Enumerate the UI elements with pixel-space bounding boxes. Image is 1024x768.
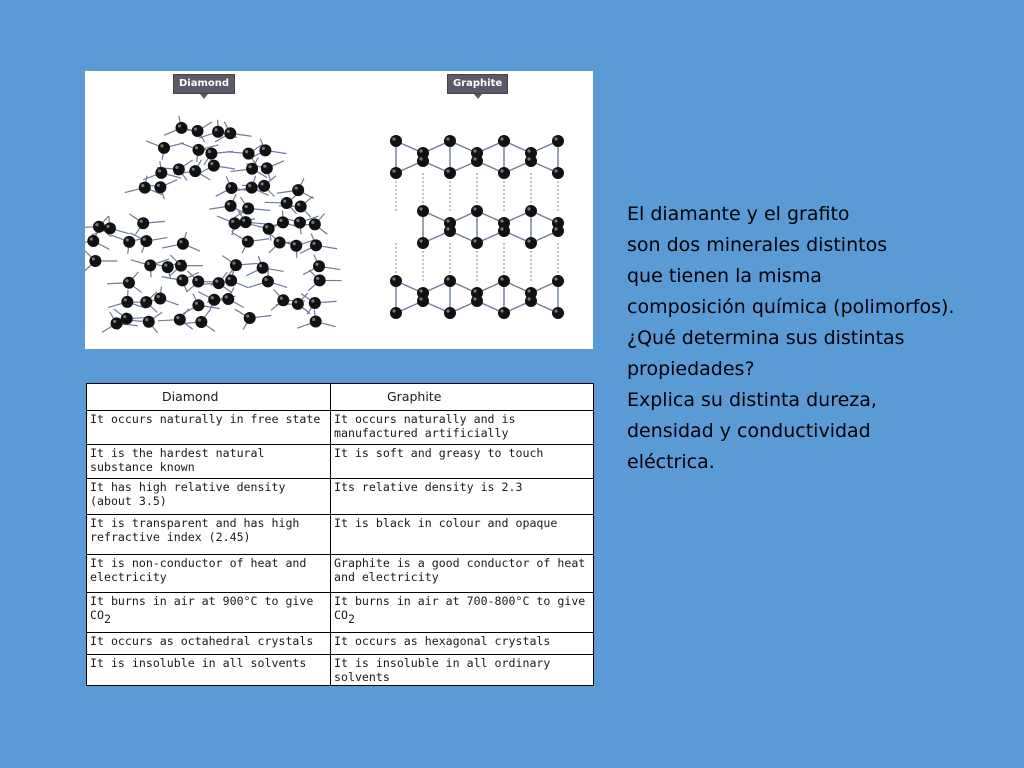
atom-highlight — [312, 242, 315, 245]
atom-highlight — [283, 199, 286, 202]
atom-highlight — [446, 137, 449, 140]
atom-highlight — [261, 182, 264, 185]
atom-highlight — [248, 165, 251, 168]
atom — [208, 294, 220, 306]
atom — [261, 162, 273, 174]
atom-highlight — [92, 257, 95, 260]
atom — [195, 316, 207, 328]
atom — [294, 217, 306, 229]
atom — [314, 274, 326, 286]
cell-diamond: It is insoluble in all solvents — [87, 655, 331, 686]
atom — [121, 296, 133, 308]
atom — [498, 167, 510, 179]
atom-highlight — [228, 277, 231, 280]
atom — [104, 222, 116, 234]
atom-highlight — [419, 207, 422, 210]
atom — [262, 275, 274, 287]
atom-highlight — [316, 277, 319, 280]
atom — [552, 167, 564, 179]
table-row — [87, 411, 594, 445]
graphite-label: Graphite — [447, 74, 508, 94]
atom — [309, 297, 321, 309]
atom — [277, 216, 289, 228]
atom-highlight — [554, 277, 557, 280]
atom — [417, 237, 429, 249]
atom-highlight — [446, 169, 449, 172]
atom — [189, 165, 201, 177]
diamond-label: Diamond — [173, 74, 235, 94]
atom — [162, 261, 174, 273]
atom — [417, 155, 429, 167]
atom — [471, 237, 483, 249]
atom — [244, 312, 256, 324]
atom-highlight — [192, 168, 195, 171]
atom-highlight — [248, 184, 251, 187]
atom-highlight — [125, 279, 128, 282]
atom-highlight — [473, 157, 476, 160]
cell-diamond: It occurs naturally in free state — [87, 411, 331, 445]
table-row — [87, 479, 594, 515]
table-row — [87, 445, 594, 479]
header-diamond: Diamond — [87, 384, 331, 411]
atom-highlight — [419, 149, 422, 152]
atom-highlight — [242, 219, 245, 222]
atom — [498, 275, 510, 287]
atom-highlight — [143, 237, 146, 240]
question-line: son dos minerales distintos — [627, 234, 888, 256]
question-line: que tienen la misma — [627, 265, 822, 287]
atom-highlight — [500, 227, 503, 230]
atom — [525, 205, 537, 217]
atom-highlight — [157, 184, 160, 187]
atom-highlight — [195, 146, 198, 149]
graphite-lattice — [390, 135, 564, 319]
atom — [121, 313, 133, 325]
cell-graphite: It is insoluble in all ordinary solvents — [331, 655, 594, 686]
atom — [310, 239, 322, 251]
atom-highlight — [473, 239, 476, 242]
atom — [309, 218, 321, 230]
atom-highlight — [297, 203, 300, 206]
atom — [525, 155, 537, 167]
atom-highlight — [527, 239, 530, 242]
atom-highlight — [554, 219, 557, 222]
atom — [471, 205, 483, 217]
atom — [444, 167, 456, 179]
atom — [93, 221, 105, 233]
table-row — [87, 555, 594, 593]
atom — [224, 127, 236, 139]
atom-highlight — [215, 280, 218, 283]
atom-highlight — [554, 169, 557, 172]
atom — [310, 315, 322, 327]
atom — [390, 135, 402, 147]
atom — [390, 307, 402, 319]
atom-highlight — [147, 262, 150, 265]
atom-highlight — [124, 298, 127, 301]
atom — [417, 205, 429, 217]
atom-highlight — [473, 297, 476, 300]
atom — [292, 298, 304, 310]
atom-highlight — [214, 128, 217, 131]
atom — [177, 238, 189, 250]
atom-highlight — [527, 157, 530, 160]
atom-highlight — [227, 130, 230, 133]
atom — [552, 275, 564, 287]
atom — [213, 277, 225, 289]
atom-highlight — [280, 297, 283, 300]
atom-highlight — [276, 239, 279, 242]
atom — [175, 260, 187, 272]
atom — [175, 122, 187, 134]
atom — [208, 160, 220, 172]
atom-highlight — [228, 184, 231, 187]
question-line: ¿Qué determina sus distintas — [627, 327, 905, 349]
atom-highlight — [126, 238, 129, 241]
subscript: 2 — [347, 612, 355, 626]
atom — [212, 126, 224, 138]
atom-highlight — [123, 315, 126, 318]
atom-highlight — [500, 309, 503, 312]
atom-highlight — [392, 309, 395, 312]
atom — [281, 197, 293, 209]
atom-highlight — [527, 207, 530, 210]
atom — [123, 277, 135, 289]
atom-highlight — [500, 169, 503, 172]
atom-highlight — [113, 320, 116, 323]
atom — [444, 307, 456, 319]
atom — [240, 216, 252, 228]
atom — [498, 135, 510, 147]
atom-highlight — [176, 316, 179, 319]
atom-highlight — [158, 169, 161, 172]
atom-highlight — [554, 227, 557, 230]
atom — [498, 225, 510, 237]
cell-graphite: Its relative density is 2.3 — [331, 479, 594, 515]
atom-highlight — [473, 207, 476, 210]
atom-highlight — [527, 149, 530, 152]
atom-highlight — [160, 144, 163, 147]
atom — [155, 167, 167, 179]
atom — [277, 294, 289, 306]
atom — [258, 180, 270, 192]
atom-highlight — [210, 162, 213, 165]
crystal-structures-svg — [85, 71, 593, 349]
atom — [246, 182, 258, 194]
atom-highlight — [500, 137, 503, 140]
atom-highlight — [279, 219, 282, 222]
atom-highlight — [446, 227, 449, 230]
atom — [123, 236, 135, 248]
atom — [226, 182, 238, 194]
atom — [552, 307, 564, 319]
atom — [139, 182, 151, 194]
atom-highlight — [293, 242, 296, 245]
atom-highlight — [225, 295, 228, 298]
atom-highlight — [106, 225, 109, 228]
atom — [154, 181, 166, 193]
atom-highlight — [473, 149, 476, 152]
comparison-table — [86, 383, 594, 686]
atom — [140, 296, 152, 308]
atom — [390, 167, 402, 179]
cell-diamond: It occurs as octahedral crystals — [87, 633, 331, 655]
atom-highlight — [294, 300, 297, 303]
atom-highlight — [244, 238, 247, 241]
atom-highlight — [392, 277, 395, 280]
atom-highlight — [392, 169, 395, 172]
cell-graphite: Graphite is a good conductor of heat and electricity — [331, 555, 594, 593]
atom — [225, 200, 237, 212]
atom-highlight — [164, 263, 167, 266]
atom — [444, 135, 456, 147]
atom-highlight — [231, 220, 234, 223]
atom — [390, 275, 402, 287]
question-line: eléctrica. — [627, 451, 715, 473]
atom — [292, 184, 304, 196]
atom — [444, 225, 456, 237]
atom — [313, 260, 325, 272]
atom — [192, 276, 204, 288]
atom-highlight — [195, 302, 198, 305]
atom — [89, 255, 101, 267]
atom — [274, 236, 286, 248]
atom — [295, 201, 307, 213]
table-row — [87, 593, 594, 633]
atom — [552, 225, 564, 237]
atom-highlight — [446, 219, 449, 222]
cell-diamond: It has high relative density (about 3.5) — [87, 479, 331, 515]
table-row — [87, 515, 594, 555]
atom — [242, 236, 254, 248]
cell-graphite: It occurs naturally and is manufactured artificially — [331, 411, 594, 445]
atom-highlight — [211, 296, 214, 299]
cell-graphite: It is black in colour and opaque — [331, 515, 594, 555]
atom-highlight — [259, 264, 262, 267]
cell-diamond: It is non-conductor of heat and electricity — [87, 555, 331, 593]
atom-highlight — [264, 278, 267, 281]
atom-highlight — [527, 297, 530, 300]
atom-highlight — [554, 137, 557, 140]
atom-highlight — [145, 318, 148, 321]
atom-highlight — [419, 289, 422, 292]
question-text — [627, 199, 1007, 478]
question-line: composición química (polimorfos). — [627, 296, 955, 318]
atom-highlight — [312, 318, 315, 321]
cell-graphite: It is soft and greasy to touch — [331, 445, 594, 479]
atom-highlight — [262, 147, 265, 150]
atom-highlight — [245, 150, 248, 153]
atom — [230, 259, 242, 271]
atom — [471, 295, 483, 307]
atom-highlight — [179, 277, 182, 280]
atom-highlight — [263, 165, 266, 168]
atom — [263, 223, 275, 235]
atom-highlight — [245, 205, 248, 208]
atom-highlight — [157, 295, 160, 298]
atom-highlight — [473, 289, 476, 292]
atom — [154, 292, 166, 304]
subscript: 2 — [103, 612, 111, 626]
table-row — [87, 655, 594, 686]
question-line: propiedades? — [627, 358, 755, 380]
header-graphite: Graphite — [331, 384, 594, 411]
cell-graphite: It occurs as hexagonal crystals — [331, 633, 594, 655]
atom — [192, 144, 204, 156]
atom — [205, 148, 217, 160]
atom-highlight — [143, 298, 146, 301]
atom — [143, 316, 155, 328]
atom — [246, 163, 258, 175]
atom-highlight — [446, 277, 449, 280]
atom — [192, 125, 204, 137]
atom-highlight — [140, 220, 143, 223]
atom — [552, 135, 564, 147]
atom-highlight — [311, 221, 314, 224]
atom-highlight — [527, 289, 530, 292]
atom-highlight — [232, 261, 235, 264]
atom — [290, 240, 302, 252]
cell-graphite: It burns in air at 700-800°C to give CO2 — [331, 593, 594, 633]
atom-highlight — [446, 309, 449, 312]
atom — [222, 293, 234, 305]
atom — [144, 259, 156, 271]
atom-highlight — [315, 263, 318, 266]
atom-highlight — [175, 166, 178, 169]
atom — [498, 307, 510, 319]
table-row — [87, 633, 594, 655]
atom-highlight — [246, 314, 249, 317]
atom-highlight — [227, 202, 230, 205]
atom-highlight — [500, 219, 503, 222]
diamond-lattice — [85, 116, 342, 333]
cell-diamond: It burns in air at 900°C to give CO2 — [87, 593, 331, 633]
atom-highlight — [90, 237, 93, 240]
atom-highlight — [419, 297, 422, 300]
atom-highlight — [265, 225, 268, 228]
atom-highlight — [198, 318, 201, 321]
question-line: Explica su distinta dureza, — [627, 389, 877, 411]
atom-highlight — [208, 150, 211, 153]
table-header-row — [87, 384, 594, 411]
atom — [259, 144, 271, 156]
atom-highlight — [178, 124, 181, 127]
atom-highlight — [500, 277, 503, 280]
atom-highlight — [95, 223, 98, 226]
atom-highlight — [141, 184, 144, 187]
atom — [137, 217, 149, 229]
cell-diamond: It is transparent and has high refractive index (2.45) — [87, 515, 331, 555]
cell-diamond: It is the hardest natural substance known — [87, 445, 331, 479]
atom — [158, 142, 170, 154]
atom-highlight — [419, 157, 422, 160]
atom — [173, 163, 185, 175]
atom — [87, 235, 99, 247]
crystal-structures-figure — [85, 71, 593, 349]
atom-highlight — [179, 240, 182, 243]
atom-highlight — [194, 127, 197, 130]
atom-highlight — [392, 137, 395, 140]
atom — [525, 295, 537, 307]
atom-highlight — [296, 219, 299, 222]
atom-highlight — [195, 278, 198, 281]
atom — [242, 202, 254, 214]
atom — [471, 155, 483, 167]
atom-highlight — [419, 239, 422, 242]
question-line: El diamante y el grafito — [627, 203, 850, 225]
atom — [444, 275, 456, 287]
atom-highlight — [554, 309, 557, 312]
atom — [257, 262, 269, 274]
atom — [176, 274, 188, 286]
atom — [225, 274, 237, 286]
atom — [140, 235, 152, 247]
atom — [243, 148, 255, 160]
atom — [417, 295, 429, 307]
atom — [229, 217, 241, 229]
question-line: densidad y conductividad — [627, 420, 871, 442]
atom-highlight — [177, 262, 180, 265]
atom-highlight — [295, 187, 298, 190]
atom — [192, 299, 204, 311]
atom-highlight — [311, 299, 314, 302]
atom — [174, 314, 186, 326]
atom — [525, 237, 537, 249]
